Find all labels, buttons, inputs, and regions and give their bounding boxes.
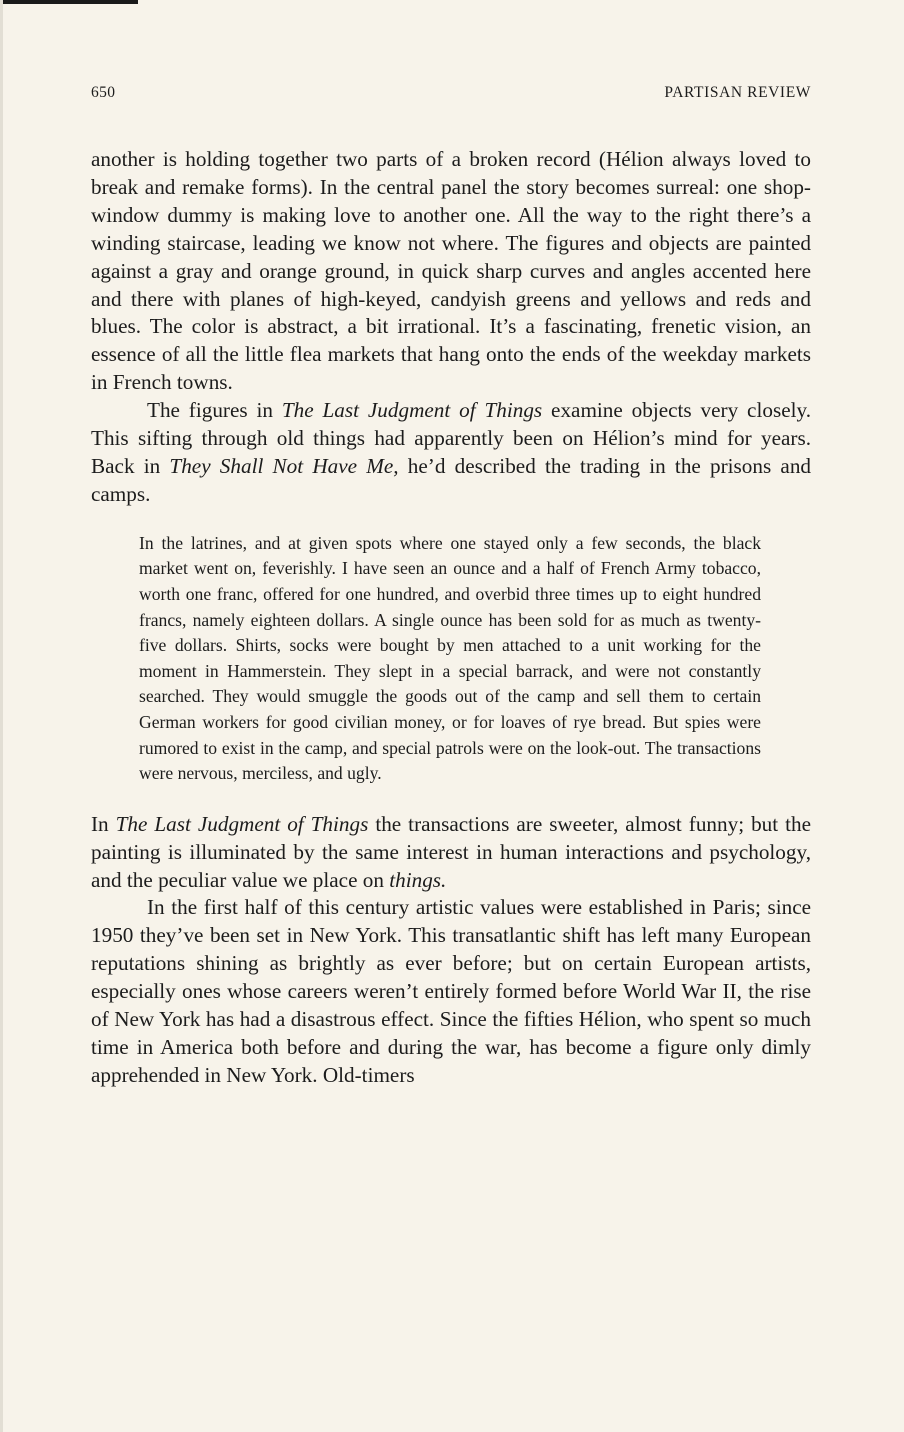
journal-title: PARTISAN REVIEW — [664, 84, 811, 101]
paragraph-3 — [91, 811, 811, 895]
paragraph-2-text-b: examine objects very closely. This sifting through old things had apparently been on Hélion’s mind for years. Back in — [91, 398, 811, 478]
scan-corner-mark — [3, 0, 138, 4]
block-quote: In the latrines, and at given spots where one stayed only a few seconds, the black market went on, feverishly. I have seen an ounce and a half of French Army tobacco, worth one franc, offered for one hundred, and overbid three times up to eight hundred francs, namely eighteen dollars. A single ounce has been sold for as much as twenty-five dollars. Shirts, socks were bought by men attached to a unit working for the moment in Hammerstein. They slept in a special barrack, and were not constantly searched. They would smuggle the goods out of the camp and sell them to certain German workers for good civilian money, or for loaves of rye bread. But spies were rumored to exist in the camp, and special patrols were on the look-out. The transactions were nervous, merciless, and ugly. — [139, 532, 761, 784]
running-head — [91, 84, 811, 106]
painting-title: The Last Judgment of Things — [281, 398, 543, 423]
painting-title: The Last Judgment of Things — [115, 811, 369, 836]
paragraph-2-text-c: he’d described the trading in the prisons and camps. — [91, 453, 812, 506]
emphasis-things: things. — [389, 867, 447, 892]
paragraph-1: another is holding together two parts of a broken record (Hélion always loved to break and remake forms). In the central panel the story becomes surreal: one shop-window dummy is making love to another one. All the way to the right there’s a winding staircase, leading we know not where. The figures and objects are painted against a gray and orange ground, in quick sharp curves and angles accented here and there with planes of high-keyed, candyish greens and yellows and reds and blues. The color is abstract, a bit irrational. It’s a fascinating, frenetic vision, an essence of all the little flea markets that hang onto the ends of the weekday markets in French towns. — [91, 147, 811, 395]
body-text — [91, 146, 811, 1090]
paragraph-3-text-a: In — [91, 811, 116, 836]
paragraph-2 — [91, 397, 811, 509]
paragraph-4: In the first half of this century artistic values were established in Paris; since 1950 they’ve been set in New York. This transatlantic shift has left many European reputations shining as brightly as ever before; but on certain European artists, especially ones whose careers weren’t entirely formed before World War II, the rise of New York has had a disastrous effect. Since the fifties Hélion, who spent so much time in America both before and during the war, has become a figure only dimly apprehended in New York. Old-timers — [91, 895, 811, 1087]
page-number: 650 — [91, 84, 116, 101]
book-title: They Shall Not Have Me, — [169, 453, 399, 478]
paragraph-2-text-a: The figures in — [147, 398, 282, 423]
paragraph-3-text-b: the transactions are sweeter, almost funny; but the painting is illuminated by the same interest in human interactions and psychology, and the peculiar value we place on — [91, 811, 811, 892]
